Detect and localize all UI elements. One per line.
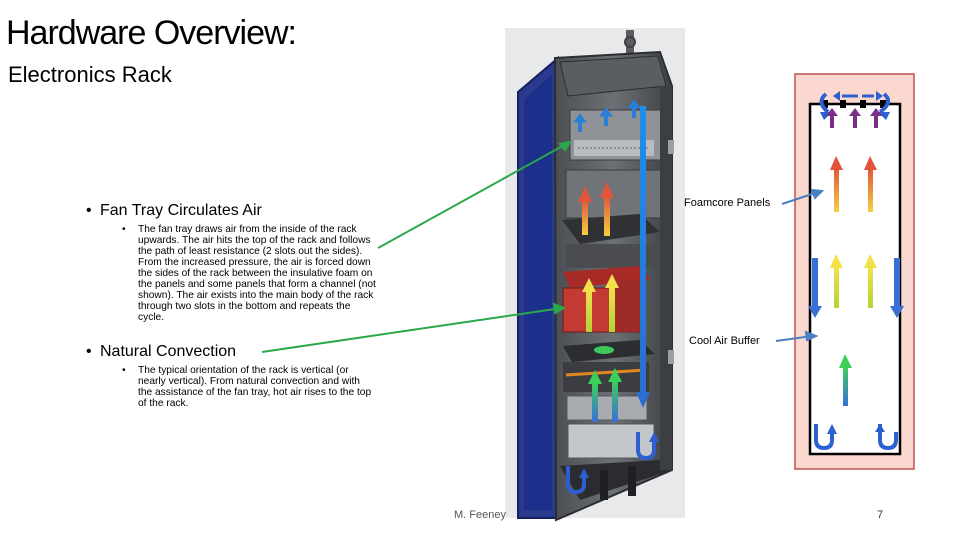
slide-subtitle: Electronics Rack xyxy=(8,62,172,87)
sub-bullet-dot-icon: • xyxy=(122,224,126,235)
bullet-dot-icon: • xyxy=(86,343,92,360)
page-number: 7 xyxy=(877,509,884,521)
rack-lifting-eye xyxy=(625,30,635,54)
airflow-schematic-diagram xyxy=(795,74,914,469)
bullet-convection-text: The typical orientation of the rack is vertical (or nearly vertical). From natural convection and with the assistance of the fan tray, hot air rises to the top of the rack. xyxy=(138,365,372,409)
rack-red-module xyxy=(563,266,650,332)
bullet-fan-tray-heading: Fan Tray Circulates Air xyxy=(100,202,262,219)
foamcore-panels-label: Foamcore Panels xyxy=(684,197,771,209)
cool-air-buffer-label: Cool Air Buffer xyxy=(689,335,760,347)
electronics-rack-render xyxy=(505,28,685,520)
bullet-fan-tray-text: The fan tray draws air from the inside of the rack upwards. The air hits the top of the rack and follows the path of least resistance (2 slots out the sides). From the increased pressure, the air is forced down the sides of the rack between the insulative foam on the panels and some panels that form a channel (not shown). The air exists into the main body of the rack through two slots in the bottom and repeats the cycle. xyxy=(138,224,376,323)
sub-bullet-dot-icon: • xyxy=(122,365,126,376)
slide-title: Hardware Overview: xyxy=(6,14,296,52)
footer-author: M. Feeney xyxy=(454,509,506,521)
bullet-dot-icon: • xyxy=(86,202,92,219)
rack-fan-tray xyxy=(570,110,662,160)
bullet-convection-heading: Natural Convection xyxy=(100,343,237,360)
